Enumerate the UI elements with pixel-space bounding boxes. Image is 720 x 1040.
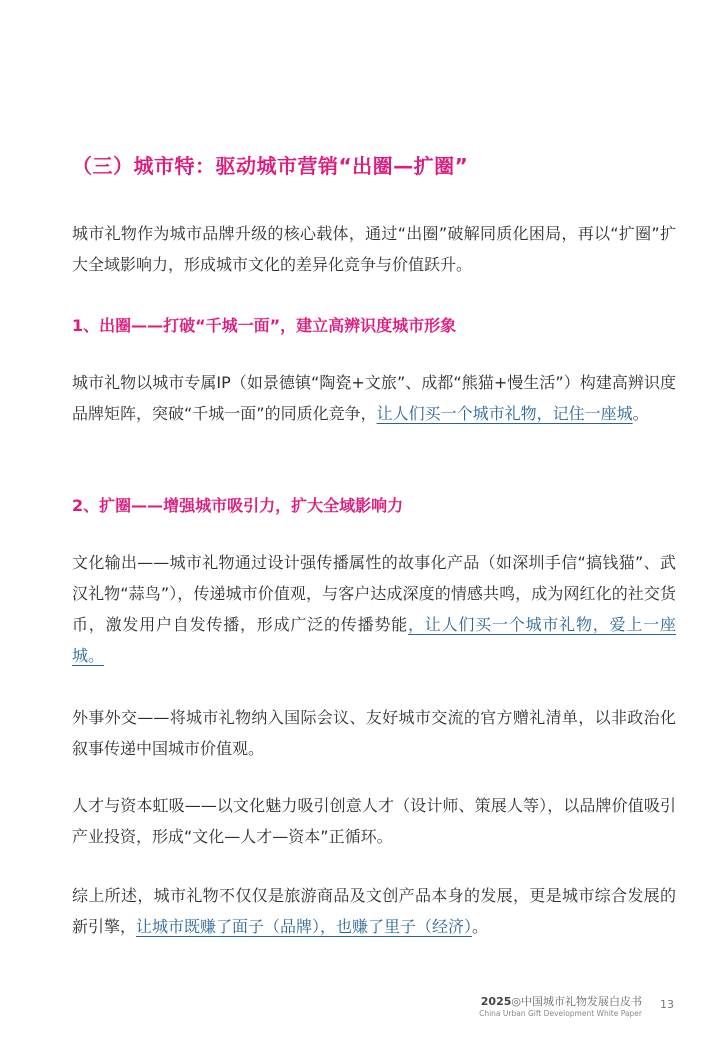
footer-year: 2025 xyxy=(480,995,512,1008)
footer-subtitle: China Urban Gift Development White Paper xyxy=(479,1009,642,1018)
footer-title xyxy=(481,993,642,1009)
conclusion-link[interactable]: 让城市既赚了面子（品牌），也赚了里子（经济） xyxy=(136,917,473,936)
intro-paragraph: 城市礼物作为城市品牌升级的核心载体，通过“出圈”破解同质化困局，再以“扩圈”扩大全域影响力，形成城市文化的差异化竞争与价值跃升。 xyxy=(72,224,676,274)
point2-text: 文化输出——城市礼物通过设计强传播属性的故事化产品（如深圳手信“搞钱猫”、武汉礼物“蒜鸟”），传递城市价值观，与客户达成深度的情感共鸣，成为网红化的社交货币，激发用户自发传播，形成广泛的传播势能 xyxy=(72,553,676,634)
section-title: （三）城市特：驱动城市营销“出圈—扩圈” xyxy=(72,154,469,178)
point1-link[interactable]: 让人们买一个城市礼物，记住一座城 xyxy=(376,404,633,423)
footer-title-text: 中国城市礼物发展白皮书 xyxy=(521,995,642,1008)
point2-link[interactable]: ，让人们买一个城市礼物，爱上一座城。 xyxy=(72,615,676,665)
point2-heading: 2、扩圈——增强城市吸引力，扩大全域影响力 xyxy=(72,496,404,515)
conclusion-text: 综上所述，城市礼物不仅仅是旅游商品及文创产品本身的发展，更是城市综合发展的新引擎， xyxy=(72,886,676,936)
point1-heading: 1、出圈——打破“千城一面”，建立高辨识度城市形象 xyxy=(72,316,457,335)
talent-capital-paragraph: 人才与资本虹吸——以文化魅力吸引创意人才（设计师、策展人等），以品牌价值吸引产业投资，形成“文化—人才—资本”正循环。 xyxy=(72,796,676,846)
conclusion-end: 。 xyxy=(472,917,489,936)
point1-end: 。 xyxy=(632,404,649,423)
point1-paragraph xyxy=(72,367,676,429)
page-number: 13 xyxy=(660,998,674,1011)
foreign-affairs-paragraph: 外事外交——将城市礼物纳入国际会议、友好城市交流的官方赠礼清单，以非政治化叙事传递中国城市价值观。 xyxy=(72,708,676,758)
point1-text: 城市礼物以城市专属IP（如景德镇“陶瓷+文旅”、成都“熊猫+慢生活”）构建高辨识度品牌矩阵，突破“千城一面”的同质化竞争， xyxy=(72,373,676,423)
conclusion-paragraph xyxy=(72,880,676,942)
point2-paragraph xyxy=(72,547,676,671)
footer-circle-icon: ◎ xyxy=(511,995,521,1008)
